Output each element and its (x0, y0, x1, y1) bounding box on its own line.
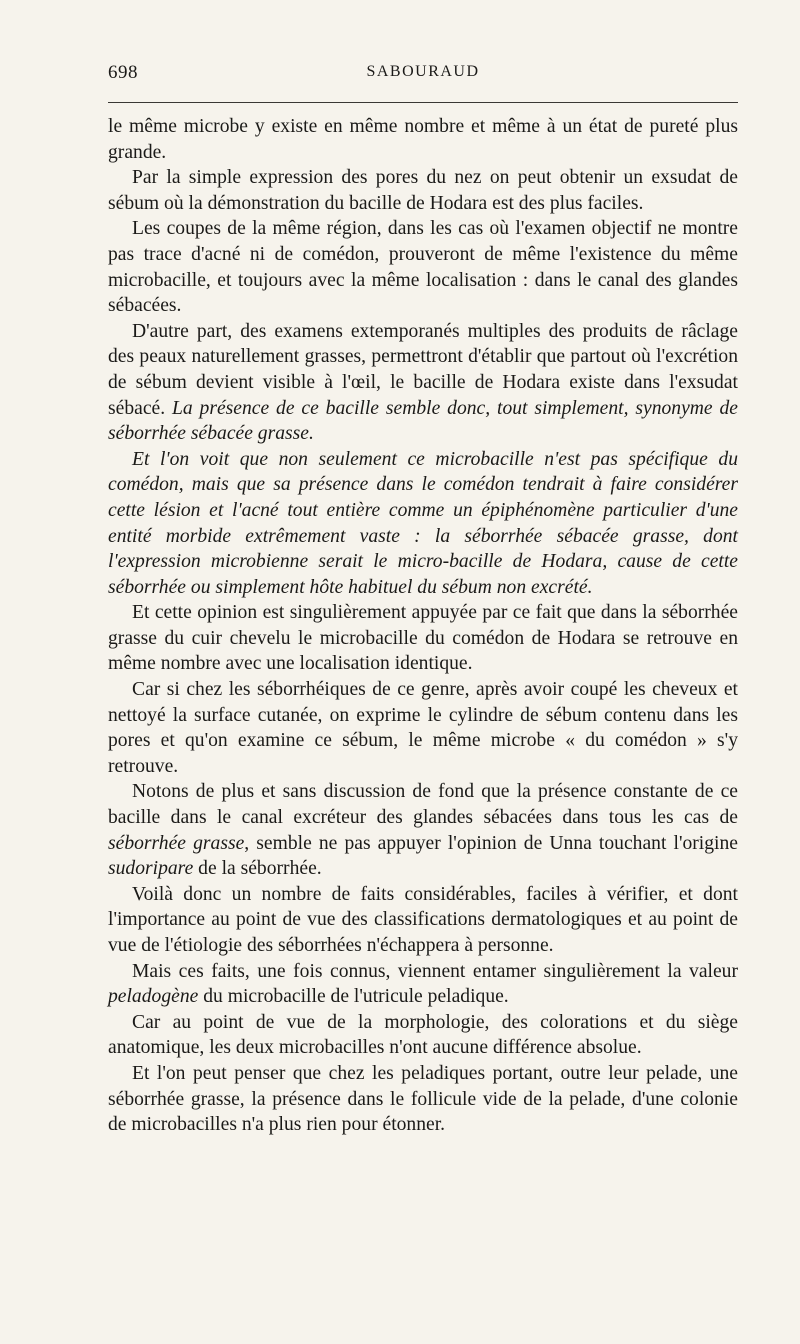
paragraph-text: Voilà donc un nombre de faits considérables, faciles à vérifier, et dont l'importance au point de vue des classifications dermatologiques et au point de vue de l'étiologie des séborrhées n'échappera à personne. (108, 883, 738, 956)
paragraph (108, 882, 738, 959)
italic-text: sudoripare (108, 858, 194, 880)
paragraph-text: Par la simple expression des pores du nez on peut obtenir un exsudat de sébum où la démonstration du bacille de Hodara est des plus faciles. (108, 167, 738, 214)
italic-text: séborrhée grasse (108, 832, 245, 854)
page-header (108, 62, 738, 92)
paragraph (108, 959, 738, 1010)
paragraph (108, 779, 738, 881)
italic-text: La présence de ce bacille semble donc, tout simplement, synonyme de séborrhée sébacée grasse. (108, 397, 738, 445)
paragraph (108, 677, 738, 779)
paragraph-text: D'autre part, des examens extemporanés multiples des produits de râclage des peaux naturellement grasses, permettront d'établir que partout où l'excrétion de sébum devient visible à l'œil, le bacille de Hodara existe dans l'exsudat sébacé. (108, 320, 738, 419)
running-head: SABOURAUD (366, 63, 480, 80)
body-text (108, 114, 738, 1138)
paragraph-text: Et cette opinion est singulièrement appuyée par ce fait que dans la séborrhée grasse du cuir chevelu le microbacille du comédon de Hodara se retrouve en même nombre avec une localisation identique. (108, 602, 738, 675)
paragraph (108, 1061, 738, 1138)
paragraph-text: Les coupes de la même région, dans les cas où l'examen objectif ne montre pas trace d'acné ni de comédon, prouveront de même l'existence du même microbacille, et toujours avec la même localisation : dans le canal des glandes sébacées. (108, 218, 738, 317)
paragraph (108, 319, 738, 447)
paragraph-text: Car au point de vue de la morphologie, des colorations et du siège anatomique, les deux microbacilles n'ont aucune différence absolue. (108, 1011, 738, 1059)
paragraph-text: Notons de plus et sans discussion de fond que la présence constante de ce bacille dans le canal excréteur des glandes sébacées dans tous les cas de (108, 781, 738, 829)
paragraph-text: Et l'on peut penser que chez les peladiques portant, outre leur pelade, une séborrhée grasse, la présence dans le follicule vide de la pelade, d'une colonie de microbacilles n'a plus rien pour étonner. (108, 1062, 738, 1136)
paragraph (108, 600, 738, 677)
paragraph (108, 165, 738, 216)
paragraph-text: de la séborrhée. (193, 858, 322, 880)
paragraph (108, 114, 738, 165)
paragraph-text: le même microbe y existe en même nombre et même à un état de pureté plus grande. (108, 116, 738, 163)
paragraph (108, 447, 738, 601)
paragraph (108, 216, 738, 318)
paragraph-text: Car si chez les séborrhéiques de ce genre, après avoir coupé les cheveux et nettoyé la surface cutanée, on exprime le cylindre de sébum contenu dans les pores et qu'on examine ce sébum, le même microbe « du comédon » s'y retrouve. (108, 679, 738, 777)
italic-text: peladogène (108, 986, 199, 1008)
page-number: 698 (108, 62, 138, 83)
paragraph (108, 1010, 738, 1061)
paragraph-text: , semble ne pas appuyer l'opinion de Unna touchant l'origine (244, 832, 738, 854)
paragraph-text: du microbacille de l'utricule peladique. (198, 986, 509, 1008)
header-rule (108, 102, 738, 103)
italic-text: Et l'on voit que non seulement ce microbacille n'est pas spécifique du comédon, mais que sa présence dans le comédon tendrait à faire considérer cette lésion et l'acné tout entière comme un épiphénomène particulier d'une entité morbide extrêmement vaste : la séborrhée sébacée grasse, dont l'expression microbienne serait le micro-bacille de Hodara, cause de cette séborrhée ou simplement hôte habituel du sébum non excrété. (108, 448, 738, 598)
paragraph-text: Mais ces faits, une fois connus, viennent entamer singulièrement la valeur (132, 960, 738, 982)
